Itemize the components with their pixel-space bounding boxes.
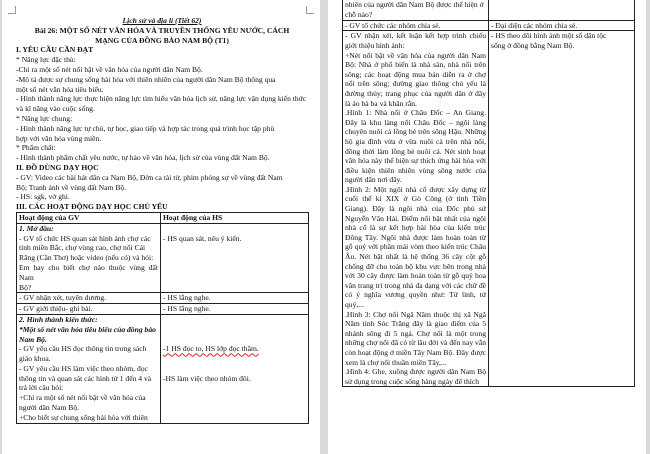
objective-line: * Năng lực đặc thù: (16, 55, 76, 65)
objective-line: * Phẩm chất: (16, 143, 56, 153)
objective-line: và kĩ năng vào cuộc sống. (16, 104, 95, 114)
student-cell (161, 223, 309, 293)
teacher-cell (17, 223, 161, 293)
cell-line: Nam Bộ. (19, 334, 47, 344)
lesson-title-line-2: MẠNG CỦA ĐỒNG BÀO NAM BỘ (T1) (95, 35, 229, 45)
teacher-cell (343, 0, 489, 20)
margin-mark-top-left (8, 6, 16, 14)
objective-line: hợp với văn hóa vùng miền. (16, 133, 102, 143)
cell-line: sống ở đồng bằng Nam Bộ. (491, 41, 575, 51)
cell-line: người dân Nam Bộ. (19, 403, 80, 413)
lesson-header: Lịch sử và địa lí (Tiết 62) (122, 16, 202, 25)
cell-line: -1 HS đọc to, HS lớp đọc thầm. (163, 344, 259, 354)
cell-line: chỗ nào? (345, 9, 373, 19)
teacher-cell (343, 31, 489, 387)
cell-line: nhiên của người dân Nam Bộ được thể hiện ở (345, 0, 484, 9)
student-cell: - HS lắng nghe. (161, 293, 309, 304)
objective-line: - Hình thành phẩm chất yêu nước, tự hào về văn hóa, lịch sử của vùng đất Nam Bộ. (16, 153, 270, 163)
document-page-left (2, 0, 320, 454)
table-row (17, 293, 309, 304)
activity-heading: 2. Hình thành kiến thức: (19, 314, 98, 324)
cell-line: trả lời câu hỏi: (19, 383, 64, 393)
cell-paragraph: .Hình 3: Chợ nổi Ngã Năm thuộc thị xã Ngã Năm tỉnh Sóc Trăng đây là giao điểm của 5 nhánh sông đi 5 ngả. Chợ nổi là một trong những chợ nổi đã có từ lâu đời và đến nay vẫn còn hoạt động ở miền Tây Nam Bộ. Đây được xem là chợ nổi thuần miền Tây,... (345, 309, 486, 367)
page-left-content (16, 4, 308, 424)
objective-line: - Hình thành năng lực tự chủ, tự học, giao tiếp và hợp tác trong quá trình học tập phù (16, 123, 275, 133)
column-header-student: Hoạt động của HS (161, 212, 309, 223)
cell-paragraph: .Hình 4: Ghe, xuồng được người dân Nam Bộ sử dụng trong cuộc sống hàng ngày để thích (345, 367, 486, 386)
cell-line: *Một số nét văn hóa tiêu biểu của đồng bào (19, 324, 156, 334)
table-row (17, 223, 309, 293)
section-heading-materials: II. ĐỒ DÙNG DẠY HỌC (16, 162, 99, 172)
materials-line: - HS: sgk, vở ghi. (16, 192, 70, 202)
cell-line: Em hay cho biết chợ nào thuộc vùng đất Nam (19, 262, 158, 282)
table-row (343, 31, 635, 387)
materials-line: Bộ; Tranh ảnh về vùng đất Nam Bộ. (16, 182, 127, 192)
teacher-cell: - GV giới thiệu- ghi bài. (17, 304, 161, 315)
cell-line: - GV yêu cầu HS đọc thông tin trong sách (19, 344, 147, 354)
materials-line: - GV: Video các bài hát dân ca Nam Bộ, Đờn ca tài tử, phim phóng sự về vùng đất Nam (16, 172, 283, 182)
student-cell: - Đại diện các nhóm chia sẻ. (489, 20, 635, 31)
cell-line: Bộ? (19, 282, 32, 292)
table-row (17, 314, 309, 423)
cell-line: tỉnh miền Bắc, chợ vùng cao, chợ nổi Cái (19, 243, 146, 253)
table-header-row (17, 212, 309, 223)
objective-line: -Mô tả được sự chung sống hài hòa với thiên nhiên của người dân Nam Bộ thông qua (16, 74, 276, 84)
section-heading-activities: III. CÁC HOẠT ĐỘNG DẠY HỌC CHỦ YẾU (16, 202, 168, 212)
cell-paragraph: .Hình 2: Một ngôi nhà cổ được xây dựng từ cuối thế kỉ XIX ở Gò Công (ở tỉnh Tiền Giang). Đây là ngôi nhà của Đốc phủ sứ Nguyễn Văn Hải. Điểm nổi bật nhất của ngôi nhà cổ là sự kết hợp hài hòa của kiến trúc Đông Tây. Ngôi nhà được làm hoàn toàn từ gỗ quý với phần mái vòm theo kiến trúc Châu Âu. Nét bật nhất là hệ thống 36 cây cột gỗ chống đỡ cho toàn bộ khu vực bên trong nhà với 30 cây được làm hoàn toàn từ gỗ quý hoa văn trang trí trong nhà đa dạng với các chữ đề có ý nghĩa vương quyền như: Tứ linh, tứ quý,... (345, 184, 486, 310)
activity-heading: 1. Mở đầu: (19, 223, 54, 233)
teacher-cell (17, 314, 161, 423)
cell-paragraph: - GV nhận xét, kết luận kết hợp trình chiếu giới thiệu hình ảnh: (345, 31, 486, 50)
cell-line: - GV yêu cầu HS làm việc theo nhóm, đọc (19, 363, 148, 373)
activities-table-continued (342, 0, 635, 387)
student-cell: - HS lắng nghe. (161, 304, 309, 315)
table-row (343, 0, 635, 20)
column-header-teacher: Hoạt động của GV (17, 212, 161, 223)
table-row (343, 20, 635, 31)
document-page-right (328, 0, 646, 454)
section-heading-requirements: I. YÊU CẦU CẦN ĐẠT (16, 45, 94, 55)
cell-line: +Cho biết sự chung sống hài hòa với thiên (19, 412, 148, 422)
cell-line: - GV tổ chức HS quan sát hình ảnh chợ các (19, 233, 151, 243)
objective-line: -Chỉ ra một số nét nổi bật về văn hóa của người dân Nam Bộ. (16, 64, 203, 74)
cell-line: - HS quan sát, nêu ý kiến. (163, 233, 242, 243)
table-row (17, 304, 309, 315)
objective-line: * Năng lực chung: (16, 113, 73, 123)
activities-table (16, 212, 309, 424)
lesson-title-line-1: Bài 26: MỘT SỐ NÉT VĂN HÓA VÀ TRUYỀN THỐNG YÊU NƯỚC, CÁCH (34, 25, 290, 35)
cell-line: giáo khoa. (19, 354, 51, 364)
student-cell (489, 0, 635, 20)
page-right-content (342, 0, 634, 387)
cell-line: Răng (Cần Thơ) hoặc video (nếu có) và hỏi: (19, 253, 154, 263)
cell-paragraph: +Nét nổi bật về văn hóa của người dân Nam Bộ: Nhà ở phổ biến là nhà sàn, nhà nổi trên sông; các hoạt động mua bán diễn ra ở chợ nổi trên sông; đường giao thông chủ yếu là đường thủy; trang phục của người dân ở đây là áo bà ba và khăn rằn. (345, 50, 486, 108)
student-cell (161, 314, 309, 423)
objective-line: một số nét văn hóa tiêu biểu. (16, 84, 104, 94)
cell-line: -HS làm việc theo nhóm đôi. (163, 373, 251, 383)
cell-line: - HS theo dõi hình ảnh một số dân tộc (491, 31, 607, 41)
teacher-cell: - GV tổ chức các nhóm chia sẻ. (343, 20, 489, 31)
objective-line: - Hình thành năng lực thực hiện năng lực tìm hiểu văn hóa lịch sử, năng lực vận dụng kiến thức (16, 94, 307, 104)
cell-paragraph: .Hình 1: Nhà nổi ở Châu Đốc – An Giang. Đây là khu làng nổi Châu Đốc – ngôi làng chuyên nuôi cá lồng bè trên sông Hậu. Những hộ gia đình vừa ở vừa nuôi cá trên nhà nổi, đồng thời làm lồng bè nuôi cá. Nét sinh hoạt văn hóa này thể hiện sự thích ứng hài hòa với điều kiện thiên nhiên vùng sông nước của người dân nơi đây. (345, 108, 486, 185)
cell-line: +Chỉ ra một số nét nổi bật về văn hóa của (19, 393, 146, 403)
student-cell (489, 31, 635, 387)
cell-line: thông tin và quan sát các hình từ 1 đến 4 và (19, 373, 152, 383)
teacher-cell: - GV nhận xét, tuyên dương. (17, 293, 161, 304)
